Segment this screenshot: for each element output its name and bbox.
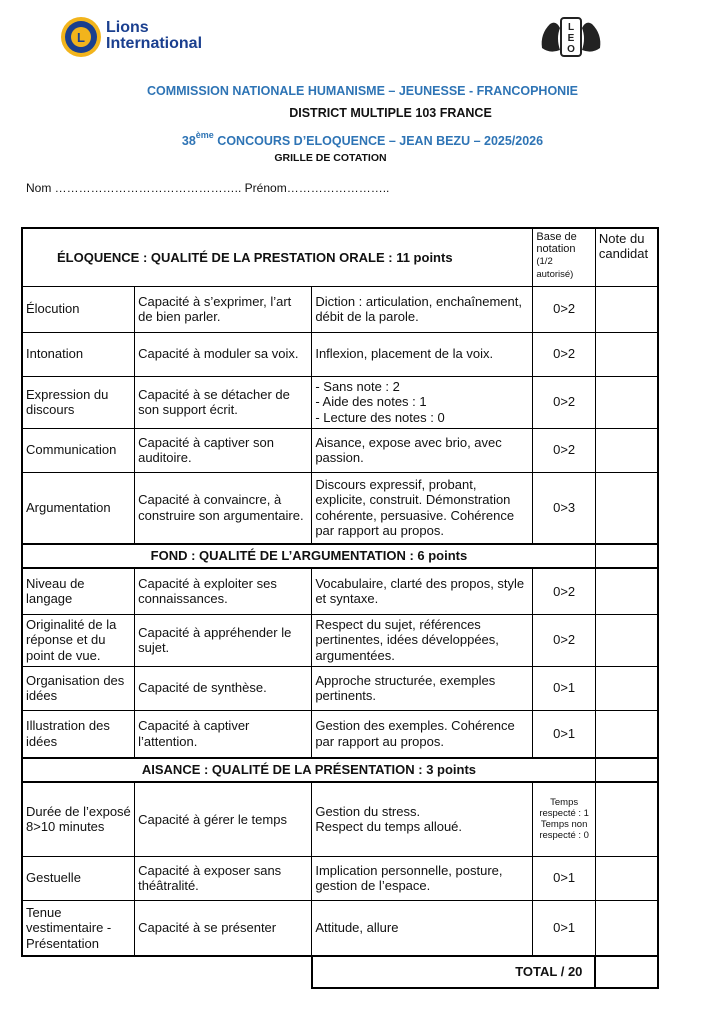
criterion-cell: Élocution xyxy=(22,286,135,332)
table-row xyxy=(22,568,658,614)
lions-wordmark-line1: Lions xyxy=(106,19,149,36)
capacity-cell: Capacité à exposer sans théâtralité. xyxy=(135,856,312,900)
section-aisance-header: AISANCE : QUALITÉ DE LA PRÉSENTATION : 3 points xyxy=(22,758,595,782)
base-notation-cell: 0>2 xyxy=(533,286,596,332)
capacity-cell: Capacité à exploiter ses connaissances. xyxy=(135,568,312,614)
total-score-cell[interactable] xyxy=(595,956,658,988)
note-candidat-cell[interactable] xyxy=(595,472,658,544)
note-candidat-cell[interactable] xyxy=(595,568,658,614)
section-fond-header: FOND : QUALITÉ DE L’ARGUMENTATION : 6 points xyxy=(22,544,595,568)
capacity-cell: Capacité à se détacher de son support écrit. xyxy=(135,376,312,428)
indicators-cell: Implication personnelle, posture, gestion de l’espace. xyxy=(312,856,533,900)
note-candidat-cell[interactable] xyxy=(595,332,658,376)
criterion-cell: Durée de l’exposé 8>10 minutes xyxy=(22,782,135,856)
lions-club-emblem-icon xyxy=(60,16,102,58)
contest-number-suffix: ème xyxy=(195,130,214,140)
note-candidat-cell[interactable] xyxy=(595,710,658,758)
name-field-line[interactable]: Nom ……………………………………….. Prénom…………………….. xyxy=(26,181,390,195)
svg-text:E: E xyxy=(567,33,575,44)
note-candidat-cell[interactable] xyxy=(595,782,658,856)
base-notation-cell: 0>1 xyxy=(533,900,596,956)
note-candidat-cell[interactable] xyxy=(595,666,658,710)
table-row xyxy=(22,614,658,666)
capacity-cell: Capacité à captiver son auditoire. xyxy=(135,428,312,472)
note-candidat-cell[interactable] xyxy=(595,900,658,956)
criterion-cell: Organisation des idées xyxy=(22,666,135,710)
capacity-cell: Capacité à gérer le temps xyxy=(135,782,312,856)
criterion-cell: Originalité de la réponse et du point de vue. xyxy=(22,614,135,666)
base-notation-cell: 0>2 xyxy=(533,568,596,614)
capacity-cell: Capacité à moduler sa voix. xyxy=(135,332,312,376)
capacity-cell: Capacité à captiver l’attention. xyxy=(135,710,312,758)
criterion-cell: Tenue vestimentaire - Présentation xyxy=(22,900,135,956)
indicators-cell: Respect du sujet, références pertinentes, idées développées, argumentées. xyxy=(312,614,533,666)
base-notation-cell: 0>2 xyxy=(533,332,596,376)
note-candidat-cell[interactable] xyxy=(595,286,658,332)
grid-title: GRILLE DE COTATION xyxy=(274,152,387,164)
note-candidat-header: Note du candidat xyxy=(595,228,658,286)
capacity-cell: Capacité de synthèse. xyxy=(135,666,312,710)
svg-text:O: O xyxy=(567,44,575,55)
indicators-cell: Gestion des exemples. Cohérence par rapport au propos. xyxy=(312,710,533,758)
grading-table xyxy=(21,227,659,989)
svg-text:L: L xyxy=(77,30,85,45)
indicators-cell: Aisance, expose avec brio, avec passion. xyxy=(312,428,533,472)
lions-wordmark xyxy=(106,20,202,52)
base-header-label: Base de notation xyxy=(536,231,577,255)
capacity-cell: Capacité à appréhender le sujet. xyxy=(135,614,312,666)
criterion-cell: Intonation xyxy=(22,332,135,376)
contest-number: 38 xyxy=(181,134,196,148)
indicators-cell: Attitude, allure xyxy=(312,900,533,956)
contest-title xyxy=(0,130,725,148)
leo-logo xyxy=(538,14,604,60)
commission-title: COMMISSION NATIONALE HUMANISME – JEUNESSE - FRANCOPHONIE xyxy=(146,84,579,98)
table-row xyxy=(22,332,658,376)
district-title: DISTRICT MULTIPLE 103 FRANCE xyxy=(289,106,492,120)
table-row xyxy=(22,286,658,332)
lions-logo xyxy=(60,16,210,62)
table-row xyxy=(22,856,658,900)
base-notation-cell: 0>1 xyxy=(533,856,596,900)
criterion-cell: Niveau de langage xyxy=(22,568,135,614)
base-notation-cell: 0>1 xyxy=(533,666,596,710)
criterion-cell: Argumentation xyxy=(22,472,135,544)
base-header-note: (1/2 autorisé) xyxy=(536,256,574,280)
note-candidat-cell[interactable] xyxy=(595,614,658,666)
indicators-cell: Gestion du stress. Respect du temps alloué. xyxy=(312,782,533,856)
base-notation-cell: 0>3 xyxy=(533,472,596,544)
base-notation-cell: 0>1 xyxy=(533,710,596,758)
table-row xyxy=(22,428,658,472)
contest-name: CONCOURS D’ELOQUENCE – JEAN BEZU – 2025/2026 xyxy=(213,134,544,148)
table-row xyxy=(22,472,658,544)
indicators-cell: Diction : articulation, enchaînement, débit de la parole. xyxy=(312,286,533,332)
section-eloquence-header xyxy=(22,228,533,286)
capacity-cell: Capacité à se présenter xyxy=(135,900,312,956)
criterion-cell: Expression du discours xyxy=(22,376,135,428)
base-notation-cell: 0>2 xyxy=(533,376,596,428)
base-notation-cell: Temps respecté : 1 Temps non respecté : 0 xyxy=(533,782,596,856)
indicators-cell: Vocabulaire, clarté des propos, style et syntaxe. xyxy=(312,568,533,614)
capacity-cell: Capacité à convaincre, à construire son argumentaire. xyxy=(135,472,312,544)
indicators-cell: Discours expressif, probant, explicite, construit. Démonstration cohérente, persuasive. Cohérence par rapport au propos. xyxy=(312,472,533,544)
section-fond-blank xyxy=(595,544,658,568)
capacity-cell: Capacité à s’exprimer, l’art de bien parler. xyxy=(135,286,312,332)
total-label: TOTAL / 20 xyxy=(312,956,596,988)
leo-club-emblem-icon xyxy=(538,14,604,60)
table-row xyxy=(22,376,658,428)
indicators-cell: - Sans note : 2 - Aide des notes : 1 - Lecture des notes : 0 xyxy=(312,376,533,428)
table-row xyxy=(22,710,658,758)
criterion-cell: Illustration des idées xyxy=(22,710,135,758)
note-candidat-cell[interactable] xyxy=(595,428,658,472)
svg-text:L: L xyxy=(567,22,575,33)
base-notation-header xyxy=(533,228,596,286)
table-row xyxy=(22,782,658,856)
table-row xyxy=(22,900,658,956)
section-eloquence-title: ÉLOQUENCE : QUALITÉ DE LA PRESTATION ORALE : 11 points xyxy=(57,249,453,265)
note-candidat-cell[interactable] xyxy=(595,376,658,428)
indicators-cell: Approche structurée, exemples pertinents. xyxy=(312,666,533,710)
lions-wordmark-line2: International xyxy=(106,35,203,52)
base-notation-cell: 0>2 xyxy=(533,428,596,472)
base-notation-cell: 0>2 xyxy=(533,614,596,666)
criterion-cell: Gestuelle xyxy=(22,856,135,900)
table-row xyxy=(22,666,658,710)
note-candidat-cell[interactable] xyxy=(595,856,658,900)
indicators-cell: Inflexion, placement de la voix. xyxy=(312,332,533,376)
section-aisance-blank xyxy=(595,758,658,782)
criterion-cell: Communication xyxy=(22,428,135,472)
